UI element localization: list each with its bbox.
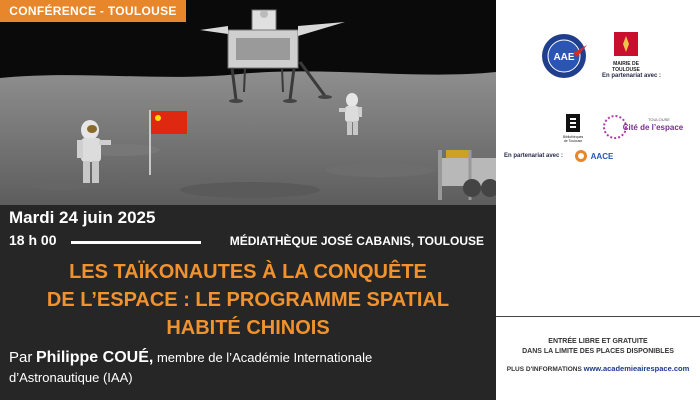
more-info-label: PLUS D'INFORMATIONS xyxy=(506,366,582,373)
aae-logo-text: AAE xyxy=(553,52,575,63)
aae-logo xyxy=(541,33,587,79)
divider-rule xyxy=(71,241,201,244)
cite-espace-logo xyxy=(603,112,685,142)
entree-line-1: ENTRÉE LIBRE ET GRATUITE xyxy=(548,338,648,345)
speaker-name: Philippe COUÉ, xyxy=(35,349,154,366)
footer-divider xyxy=(496,316,700,317)
speaker-info xyxy=(9,348,479,388)
svg-text:Bibliothèques: Bibliothèques xyxy=(562,135,584,139)
event-time: 18 h 00 xyxy=(9,232,57,248)
moon-landing-photo xyxy=(0,0,496,205)
speaker-role-1: membre de l’Académie Internationale xyxy=(156,350,373,365)
title-line-2: DE L’ESPACE : LE PROGRAMME SPATIAL xyxy=(46,289,450,311)
cite-text: Cité de l’espace xyxy=(622,123,684,132)
conference-badge: CONFÉRENCE - TOULOUSE xyxy=(0,0,186,22)
partner-label-2: En partenariat avec : xyxy=(504,153,564,159)
svg-text:TOULOUSE: TOULOUSE xyxy=(612,67,640,73)
title-line-1: LES TAÏKONAUTES À LA CONQUÊTE xyxy=(69,261,427,283)
mairie-toulouse-logo xyxy=(611,32,641,74)
event-info xyxy=(0,205,496,400)
website-link[interactable]: www.academieairespace.com xyxy=(583,364,690,373)
speaker-role-2: d’Astronautique (IAA) xyxy=(9,370,133,385)
aace-logo xyxy=(574,148,618,164)
entree-libre xyxy=(496,337,700,357)
cite-small-text: TOULOUSE xyxy=(648,117,670,122)
aace-text: AACE xyxy=(590,152,614,161)
speaker-prefix: Par xyxy=(9,349,33,366)
bibliotheques-logo xyxy=(562,114,586,144)
more-info xyxy=(496,364,700,373)
poster-right-panel xyxy=(496,0,700,400)
title-line-3: HABITÉ CHINOIS xyxy=(166,317,330,339)
partner-label-1: En partenariat avec : xyxy=(602,73,662,79)
conference-title xyxy=(0,258,496,342)
event-date: Mardi 24 juin 2025 xyxy=(9,208,156,227)
entree-line-2: DANS LA LIMITE DES PLACES DISPONIBLES xyxy=(522,348,674,355)
event-venue: MÉDIATHÈQUE JOSÉ CABANIS, TOULOUSE xyxy=(229,234,484,248)
svg-text:de Toulouse: de Toulouse xyxy=(563,139,583,143)
svg-text:MAIRIE DE: MAIRIE DE xyxy=(613,61,639,67)
